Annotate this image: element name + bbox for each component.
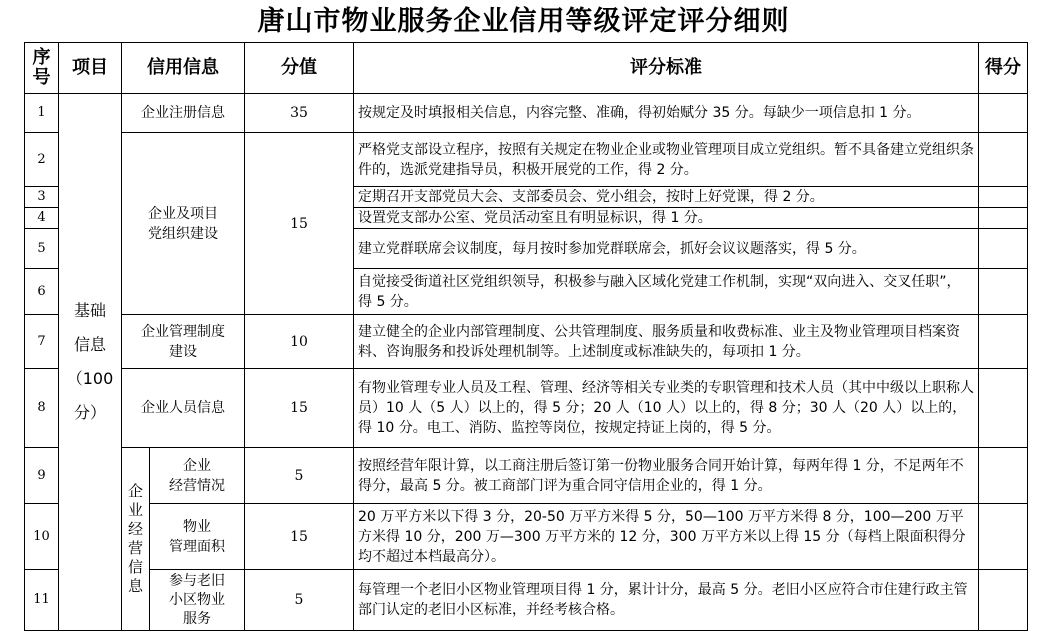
header-points: 分值 [245,43,354,94]
row-number: 11 [25,570,59,631]
header-seq-line1: 序 [32,47,51,68]
category-line: 分） [73,403,106,422]
table-row [25,315,1028,369]
score-cell[interactable] [979,269,1028,315]
criteria-text: 按规定及时填报相关信息，内容完整、准确，得初始赋分 35 分。每缺少一项信息扣 1 分。 [354,94,979,133]
row-number: 4 [25,208,59,229]
score-cell[interactable] [979,94,1028,133]
criteria-text: 20 万平方米以下得 3 分，20-50 万平方米得 5 分，50—100 万平方米得 8 分，100—200 万平方米得 10 分，200 万—300 万平方米的 12 分，300 万平方米以上得 15 分（每档上限面积得分均不超过本档最高分）。 [354,504,979,570]
row-number: 9 [25,448,59,504]
credit-info-line: 小区物业 [169,591,225,608]
credit-info-line: 企业管理制度 [141,323,225,340]
credit-info-line: 建设 [169,343,197,360]
table-row [25,133,1028,187]
score-cell[interactable] [979,369,1028,448]
score-cell[interactable] [979,133,1028,187]
category-line: 基础 [73,301,106,320]
credit-info [122,315,245,369]
header-credit: 信用信息 [122,43,245,94]
criteria-text: 有物业管理专业人员及工程、管理、经济等相关专业类的专职管理和技术人员（其中中级以上职称人员）10 人（5 人）以上的，得 5 分；20 人（10 人）以上的，得 8 分；30 人（20 人）以上的，得 10 分。电工、消防、监控等岗位，按规定持证上岗的，得 5 分。 [354,369,979,448]
subcategory-char: 信 [127,558,143,576]
table-row [25,94,1028,133]
subcategory-char: 营 [127,539,143,557]
subcategory-char: 息 [127,577,143,595]
row-number: 2 [25,133,59,187]
score-cell[interactable] [979,504,1028,570]
credit-info: 企业注册信息 [122,94,245,133]
criteria-text: 建立健全的企业内部管理制度、公共管理制度、服务质量和收费标准、业主及物业管理项目档案资料、咨询服务和投诉处理机制等。上述制度或标准缺失的，每项扣 1 分。 [354,315,979,369]
header-seq-line2: 号 [32,67,51,88]
credit-info-line: 服务 [183,610,211,627]
credit-info-line: 企业及项目 [148,205,218,222]
score-cell[interactable] [979,208,1028,229]
points-value: 35 [245,94,354,133]
criteria-text: 自觉接受街道社区党组织领导，积极参与融入区域化党建工作机制，实现“双向进入、交叉任职”，得 5 分。 [354,269,979,315]
page-title: 唐山市物业服务企业信用等级评定评分细则 [257,6,790,37]
row-number: 6 [25,269,59,315]
table-row [25,448,1028,504]
criteria-text: 严格党支部设立程序，按照有关规定在物业企业或物业管理项目成立党组织。暂不具备建立党组织条件的，选派党建指导员，积极开展党的工作，得 2 分。 [354,133,979,187]
header-item: 项目 [59,43,122,94]
criteria-text: 定期召开支部党员大会、支部委员会、党小组会，按时上好党课，得 2 分。 [354,187,979,208]
points-value: 10 [245,315,354,369]
points-value: 5 [245,448,354,504]
table-header-row [25,43,1028,94]
points-value: 5 [245,570,354,631]
category-line: （100 [66,369,114,388]
credit-info-party [122,133,245,315]
credit-info-line: 参与老旧 [169,572,225,589]
score-cell[interactable] [979,315,1028,369]
points-value: 15 [245,133,354,315]
category-basic-info [59,94,122,631]
header-criteria: 评分标准 [354,43,979,94]
credit-info [150,448,245,504]
criteria-text: 建立党群联席会议制度，每月按时参加党群联席会，抓好会议议题落实，得 5 分。 [354,229,979,269]
criteria-text: 每管理一个老旧小区物业管理项目得 1 分，累计计分，最高 5 分。老旧小区应符合市住建行政主管部门认定的老旧小区标准，并经考核合格。 [354,570,979,631]
points-value: 15 [245,504,354,570]
credit-info-line: 党组织建设 [148,225,218,242]
scoring-table [24,42,1028,631]
subcategory-ops-info [122,448,150,631]
score-cell[interactable] [979,448,1028,504]
row-number: 3 [25,187,59,208]
credit-info: 企业人员信息 [122,369,245,448]
credit-info-line: 物业 [183,518,211,535]
credit-info [150,570,245,631]
row-number: 7 [25,315,59,369]
credit-info-line: 企业 [183,457,211,474]
subcategory-char: 业 [127,501,143,519]
category-line: 信息 [73,335,106,354]
row-number: 1 [25,94,59,133]
score-cell[interactable] [979,570,1028,631]
subcategory-char: 企 [127,482,143,500]
table-row [25,369,1028,448]
table-row [25,570,1028,631]
header-seq [25,43,59,94]
credit-info-line: 管理面积 [169,538,225,555]
criteria-text: 按照经营年限计算，以工商注册后签订第一份物业服务合同开始计算，每两年得 1 分，不足两年不得分，最高 5 分。被工商部门评为重合同守信用企业的，得 1 分。 [354,448,979,504]
credit-info [150,504,245,570]
row-number: 5 [25,229,59,269]
header-score: 得分 [979,43,1028,94]
subcategory-char: 经 [127,520,143,538]
row-number: 10 [25,504,59,570]
table-row [25,504,1028,570]
score-cell[interactable] [979,229,1028,269]
criteria-text: 设置党支部办公室、党员活动室且有明显标识，得 1 分。 [354,208,979,229]
score-cell[interactable] [979,187,1028,208]
points-value: 15 [245,369,354,448]
credit-info-line: 经营情况 [169,477,225,494]
row-number: 8 [25,369,59,448]
